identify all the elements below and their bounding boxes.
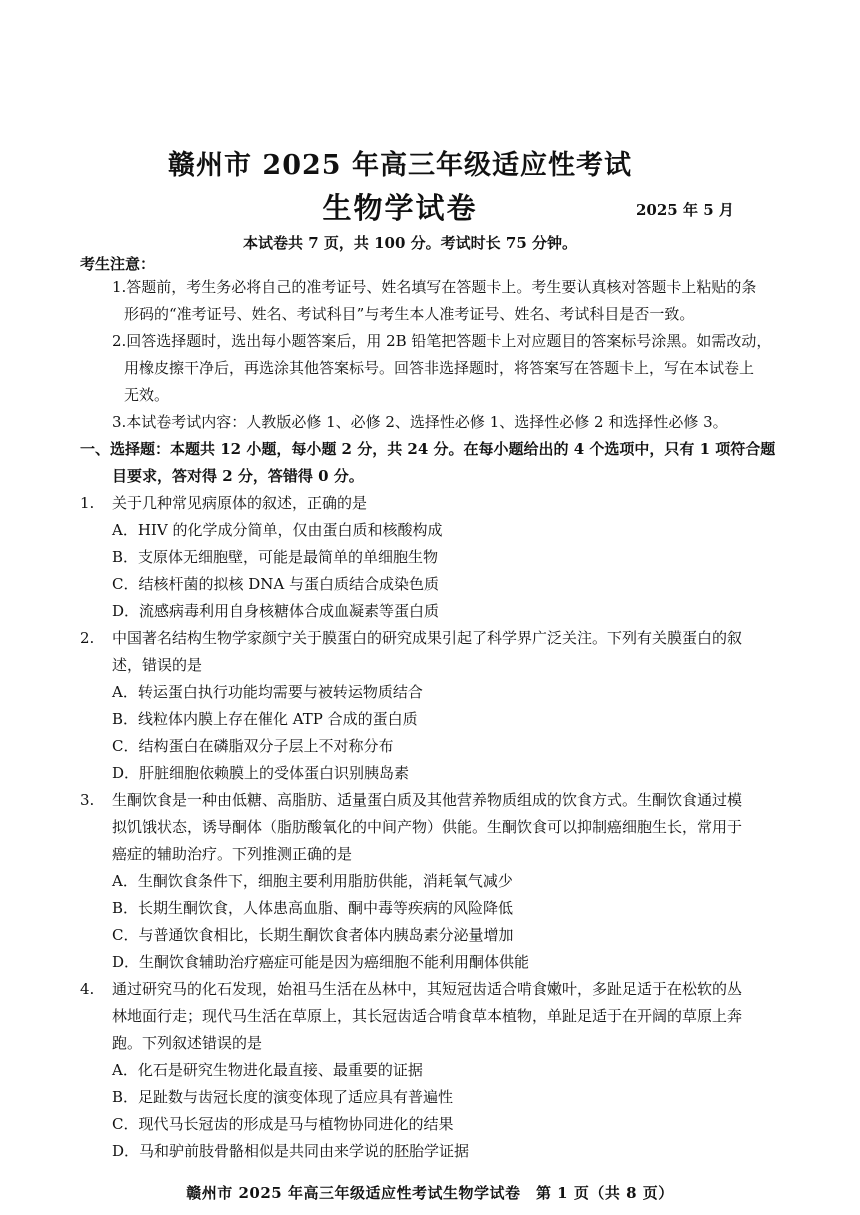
question-option: C．现代马长冠齿的形成是马与植物协同进化的结果	[112, 1115, 454, 1133]
question-option: A．生酮饮食条件下，细胞主要利用脂肪供能，消耗氧气减少	[112, 872, 513, 890]
notice-item-line: 1.答题前，考生务必将自己的准考证号、姓名填写在答题卡上。考生要认真核对答题卡上粘贴的条	[112, 278, 757, 296]
notice-item-line: 形码的“准考证号、姓名、考试科目”与考生本人准考证号、姓名、考试科目是否一致。	[124, 305, 695, 323]
notice-item-line: 无效。	[124, 386, 170, 404]
question-option: C．与普通饮食相比，长期生酮饮食者体内胰岛素分泌量增加	[112, 926, 514, 944]
question-stem: 通过研究马的化石发现，始祖马生活在丛林中，其短冠齿适合啃食嫩叶，多趾足适于在松软的丛	[112, 980, 743, 998]
question-number: 3.	[80, 791, 95, 809]
question-option: A．转运蛋白执行功能均需要与被转运物质结合	[112, 683, 423, 701]
question-option: C．结构蛋白在磷脂双分子层上不对称分布	[112, 737, 394, 755]
notice-item-line: 3.本试卷考试内容：人教版必修 1、必修 2、选择性必修 1、选择性必修 2 和选择性必修 3。	[112, 413, 728, 431]
question-option: D．生酮饮食辅助治疗癌症可能是因为癌细胞不能利用酮体供能	[112, 953, 530, 971]
exam-date: 2025 年 5 月	[636, 201, 734, 219]
question-option: B．长期生酮饮食，人体患高血脂、酮中毒等疾病的风险降低	[112, 899, 514, 917]
question-option: D．马和驴前肢骨骼相似是共同由来学说的胚胎学证据	[112, 1142, 470, 1160]
question-number: 2.	[80, 629, 95, 647]
question-number: 1.	[80, 494, 95, 512]
question-option: D．肝脏细胞依赖膜上的受体蛋白识别胰岛素	[112, 764, 410, 782]
question-stem: 述，错误的是	[112, 656, 203, 674]
question-option: B．足趾数与齿冠长度的演变体现了适应具有普遍性	[112, 1088, 454, 1106]
notice-heading: 考生注意：	[80, 255, 156, 273]
notice-item-line: 2.回答选择题时，选出每小题答案后，用 2B 铅笔把答题卡上对应题目的答案标号涂黑。如需改动，	[112, 332, 772, 350]
question-stem: 林地面行走；现代马生活在草原上，其长冠齿适合啃食草本植物，单趾足适于在开阔的草原上奔	[112, 1007, 743, 1025]
question-stem: 生酮饮食是一种由低糖、高脂肪、适量蛋白质及其他营养物质组成的饮食方式。生酮饮食通过模	[112, 791, 743, 809]
question-stem: 跑。下列叙述错误的是	[112, 1034, 263, 1052]
question-stem: 拟饥饿状态，诱导酮体（脂肪酸氧化的中间产物）供能。生酮饮食可以抑制癌细胞生长，常用于	[112, 818, 743, 836]
question-option: D．流感病毒利用自身核糖体合成血凝素等蛋白质	[112, 602, 440, 620]
question-number: 4.	[80, 980, 95, 998]
section-heading-line: 目要求，答对得 2 分，答错得 0 分。	[112, 467, 364, 485]
question-stem: 癌症的辅助治疗。下列推测正确的是	[112, 845, 353, 863]
exam-subject-title: 生物学试卷	[322, 191, 478, 225]
section-heading-line: 一、选择题：本题共 12 小题，每小题 2 分，共 24 分。在每小题给出的 4 个选项中，只有 1 项符合题	[80, 440, 776, 458]
question-option: B．线粒体内膜上存在催化 ATP 合成的蛋白质	[112, 710, 418, 728]
question-stem: 中国著名结构生物学家颜宁关于膜蛋白的研究成果引起了科学界广泛关注。下列有关膜蛋白的叙	[112, 629, 743, 647]
question-option: A．HIV 的化学成分简单，仅由蛋白质和核酸构成	[112, 521, 443, 539]
page-footer: 赣州市 2025 年高三年级适应性考试生物学试卷 第 1 页（共 8 页）	[186, 1184, 674, 1202]
question-option: C．结核杆菌的拟核 DNA 与蛋白质结合成染色质	[112, 575, 439, 593]
question-option: B．支原体无细胞壁，可能是最简单的单细胞生物	[112, 548, 439, 566]
question-stem: 关于几种常见病原体的叙述，正确的是	[112, 494, 368, 512]
notice-item-line: 用橡皮擦干净后，再选涂其他答案标号。回答非选择题时，将答案写在答题卡上，写在本试卷上	[124, 359, 755, 377]
question-option: A．化石是研究生物进化最直接、最重要的证据	[112, 1061, 423, 1079]
exam-info: 本试卷共 7 页，共 100 分。考试时长 75 分钟。	[243, 234, 577, 252]
exam-title: 赣州市 2025 年高三年级适应性考试	[168, 150, 632, 181]
